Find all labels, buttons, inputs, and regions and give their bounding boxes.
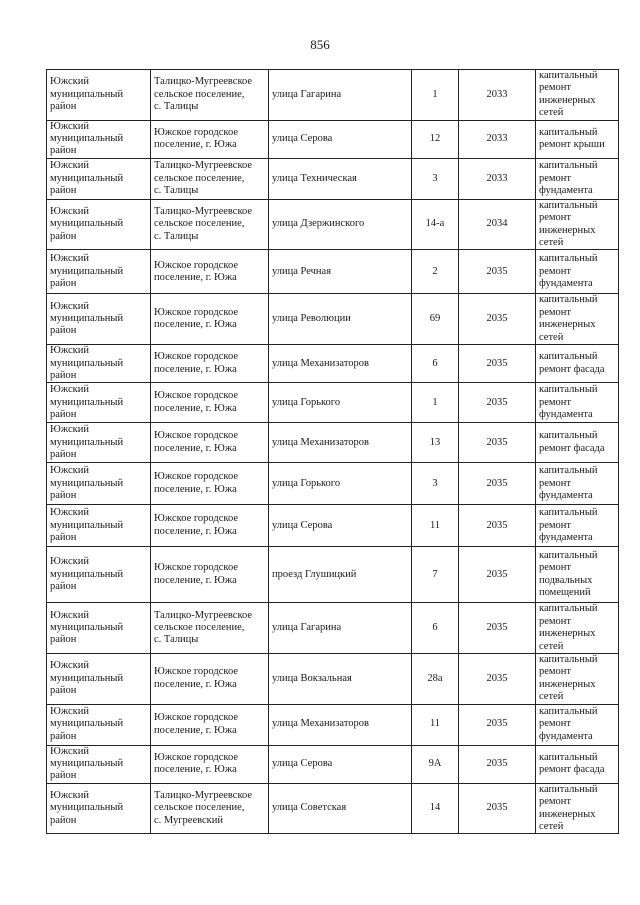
- cell-house: [412, 603, 459, 654]
- house-text: 28а: [427, 672, 443, 684]
- area-text: Южский муниципальный район: [50, 160, 124, 197]
- cell-area: [47, 383, 151, 423]
- cell-area: [47, 120, 151, 158]
- table-row: [47, 745, 619, 783]
- cell-settlement: [151, 70, 269, 121]
- cell-settlement: [151, 463, 269, 505]
- table-row: [47, 250, 619, 294]
- table-row: [47, 294, 619, 345]
- settlement-text: Талицко-Мугреевское сельское поселение, с. Талицы: [154, 160, 253, 197]
- cell-street: [269, 120, 412, 158]
- cell-work-type: [536, 70, 619, 121]
- work-type-text: капитальный ремонт инженерных сетей: [539, 199, 598, 249]
- street-text: улица Революции: [272, 313, 351, 325]
- cell-work-type: [536, 603, 619, 654]
- cell-settlement: [151, 345, 269, 383]
- table-row: [47, 783, 619, 834]
- cell-work-type: [536, 345, 619, 383]
- cell-year: [459, 423, 536, 463]
- settlement-text: Южское городское поселение, г. Южа: [154, 751, 238, 776]
- cell-street: [269, 704, 412, 745]
- cell-area: [47, 745, 151, 783]
- settlement-text: Южское городское поселение, г. Южа: [154, 712, 238, 736]
- cell-year: [459, 704, 536, 745]
- cell-house: [412, 250, 459, 294]
- street-text: улица Речная: [272, 265, 332, 277]
- cell-area: [47, 70, 151, 121]
- cell-settlement: [151, 653, 269, 704]
- cell-area: [47, 547, 151, 603]
- year-text: 2035: [486, 718, 508, 730]
- settlement-text: Южское городское поселение, г. Южа: [154, 351, 238, 375]
- cell-year: [459, 158, 536, 199]
- cell-settlement: [151, 704, 269, 745]
- street-text: улица Серова: [272, 757, 333, 769]
- house-text: 69: [429, 313, 441, 325]
- table-row: [47, 505, 619, 547]
- street-text: улица Гагарина: [272, 88, 342, 100]
- work-type-text: капитальный ремонт фундамента: [539, 507, 598, 544]
- street-text: улица Механизаторов: [272, 718, 369, 730]
- table-row: [47, 383, 619, 423]
- year-text: 2033: [486, 88, 508, 100]
- cell-work-type: [536, 199, 619, 250]
- year-text: 2035: [486, 313, 508, 325]
- cell-house: [412, 294, 459, 345]
- settlement-text: Талицко-Мугреевское сельское поселение, с. Талицы: [154, 76, 253, 113]
- cell-house: [412, 70, 459, 121]
- table-row: [47, 423, 619, 463]
- repair-schedule-table: [46, 69, 619, 834]
- area-text: Южский муниципальный район: [50, 705, 124, 742]
- year-text: 2035: [486, 621, 508, 633]
- street-text: улица Горького: [272, 396, 341, 408]
- street-text: улица Дзержинского: [272, 218, 365, 230]
- cell-house: [412, 383, 459, 423]
- cell-street: [269, 70, 412, 121]
- street-text: улица Техническая: [272, 172, 357, 184]
- cell-work-type: [536, 745, 619, 783]
- cell-work-type: [536, 653, 619, 704]
- cell-area: [47, 704, 151, 745]
- work-type-text: капитальный ремонт фундамента: [539, 160, 598, 197]
- year-text: 2035: [486, 802, 508, 814]
- year-text: 2033: [486, 172, 508, 184]
- cell-work-type: [536, 704, 619, 745]
- street-text: проезд Глушицкий: [272, 568, 357, 580]
- cell-street: [269, 603, 412, 654]
- cell-house: [412, 199, 459, 250]
- cell-settlement: [151, 505, 269, 547]
- house-text: 2: [432, 265, 438, 277]
- cell-house: [412, 704, 459, 745]
- house-text: 3: [432, 477, 438, 489]
- cell-settlement: [151, 199, 269, 250]
- cell-area: [47, 158, 151, 199]
- cell-work-type: [536, 158, 619, 199]
- work-type-text: капитальный ремонт фундамента: [539, 384, 598, 421]
- cell-house: [412, 345, 459, 383]
- house-text: 11: [429, 718, 441, 730]
- cell-year: [459, 505, 536, 547]
- area-text: Южский муниципальный район: [50, 745, 124, 782]
- area-text: Южский муниципальный район: [50, 253, 124, 290]
- year-text: 2035: [486, 757, 508, 769]
- table-row: [47, 345, 619, 383]
- cell-year: [459, 463, 536, 505]
- cell-house: [412, 158, 459, 199]
- year-text: 2035: [486, 396, 508, 408]
- year-text: 2035: [486, 436, 508, 448]
- cell-year: [459, 547, 536, 603]
- settlement-text: Южское городское поселение, г. Южа: [154, 471, 238, 495]
- work-type-text: капитальный ремонт инженерных сетей: [539, 603, 598, 652]
- table-row: [47, 120, 619, 158]
- cell-year: [459, 383, 536, 423]
- cell-area: [47, 783, 151, 834]
- house-text: 14-а: [425, 218, 445, 230]
- year-text: 2035: [486, 568, 508, 580]
- house-text: 1: [432, 88, 438, 100]
- house-text: 6: [432, 621, 438, 633]
- cell-settlement: [151, 603, 269, 654]
- cell-street: [269, 653, 412, 704]
- house-text: 11: [429, 519, 441, 531]
- street-text: улица Механизаторов: [272, 436, 369, 448]
- work-type-text: капитальный ремонт крыши: [539, 126, 605, 151]
- cell-year: [459, 70, 536, 121]
- cell-area: [47, 423, 151, 463]
- settlement-text: Южское городское поселение, г. Южа: [154, 306, 238, 331]
- area-text: Южский муниципальный район: [50, 384, 124, 421]
- area-text: Южский муниципальный район: [50, 465, 124, 502]
- settlement-text: Талицко-Мугреевское сельское поселение, с. Талицы: [154, 609, 253, 646]
- area-text: Южский муниципальный район: [50, 789, 124, 826]
- house-text: 9А: [428, 757, 442, 769]
- cell-year: [459, 603, 536, 654]
- cell-house: [412, 745, 459, 783]
- cell-house: [412, 120, 459, 158]
- cell-street: [269, 423, 412, 463]
- cell-area: [47, 250, 151, 294]
- cell-area: [47, 653, 151, 704]
- house-text: 6: [432, 357, 438, 369]
- cell-house: [412, 783, 459, 834]
- area-text: Южский муниципальный район: [50, 424, 124, 461]
- work-type-text: капитальный ремонт инженерных сетей: [539, 653, 598, 703]
- table-row: [47, 463, 619, 505]
- house-text: 14: [429, 802, 441, 814]
- cell-street: [269, 294, 412, 345]
- cell-year: [459, 783, 536, 834]
- work-type-text: капитальный ремонт инженерных сетей: [539, 70, 598, 119]
- cell-work-type: [536, 463, 619, 505]
- area-text: Южский муниципальный район: [50, 660, 124, 696]
- table-row: [47, 653, 619, 704]
- area-text: Южский муниципальный район: [50, 609, 124, 646]
- table-row: [47, 547, 619, 603]
- table-row: [47, 199, 619, 250]
- cell-work-type: [536, 783, 619, 834]
- cell-work-type: [536, 423, 619, 463]
- settlement-text: Талицко-Мугреевское сельское поселение, с. Талицы: [154, 206, 253, 242]
- street-text: улица Горького: [272, 477, 341, 489]
- cell-street: [269, 250, 412, 294]
- cell-area: [47, 603, 151, 654]
- settlement-text: Южское городское поселение, г. Южа: [154, 666, 238, 690]
- cell-street: [269, 158, 412, 199]
- page-number: 856: [310, 37, 330, 52]
- house-text: 13: [429, 436, 441, 448]
- cell-settlement: [151, 547, 269, 603]
- table-row: [47, 603, 619, 654]
- area-text: Южский муниципальный район: [50, 345, 124, 381]
- work-type-text: капитальный ремонт фундамента: [539, 465, 598, 502]
- work-type-text: капитальный ремонт фундамента: [539, 253, 598, 290]
- year-text: 2035: [486, 477, 508, 489]
- work-type-text: капитальный ремонт инженерных сетей: [539, 783, 598, 832]
- year-text: 2034: [486, 218, 508, 230]
- cell-house: [412, 547, 459, 603]
- cell-street: [269, 383, 412, 423]
- cell-year: [459, 294, 536, 345]
- work-type-text: капитальный ремонт фундамента: [539, 705, 598, 742]
- year-text: 2033: [486, 133, 508, 145]
- cell-work-type: [536, 120, 619, 158]
- cell-work-type: [536, 505, 619, 547]
- work-type-text: капитальный ремонт подвальных помещений: [539, 550, 598, 599]
- table-row: [47, 158, 619, 199]
- cell-street: [269, 783, 412, 834]
- table-row: [47, 704, 619, 745]
- year-text: 2035: [486, 357, 508, 369]
- work-type-text: капитальный ремонт инженерных сетей: [539, 294, 598, 343]
- street-text: улица Гагарина: [272, 621, 342, 633]
- street-text: улица Серова: [272, 133, 333, 145]
- cell-settlement: [151, 250, 269, 294]
- street-text: улица Вокзальная: [272, 672, 352, 684]
- street-text: улица Механизаторов: [272, 357, 369, 369]
- cell-settlement: [151, 120, 269, 158]
- table-row: [47, 70, 619, 121]
- cell-year: [459, 120, 536, 158]
- cell-street: [269, 547, 412, 603]
- area-text: Южский муниципальный район: [50, 120, 124, 157]
- cell-settlement: [151, 745, 269, 783]
- street-text: улица Советская: [272, 802, 347, 814]
- house-text: 12: [429, 133, 441, 145]
- cell-settlement: [151, 423, 269, 463]
- house-text: 3: [432, 172, 438, 184]
- cell-street: [269, 505, 412, 547]
- cell-settlement: [151, 294, 269, 345]
- settlement-text: Южское городское поселение, г. Южа: [154, 126, 238, 151]
- cell-street: [269, 745, 412, 783]
- year-text: 2035: [486, 519, 508, 531]
- cell-work-type: [536, 294, 619, 345]
- cell-year: [459, 345, 536, 383]
- cell-house: [412, 653, 459, 704]
- cell-street: [269, 199, 412, 250]
- area-text: Южский муниципальный район: [50, 300, 124, 337]
- cell-house: [412, 463, 459, 505]
- cell-area: [47, 345, 151, 383]
- cell-settlement: [151, 158, 269, 199]
- cell-year: [459, 199, 536, 250]
- cell-work-type: [536, 250, 619, 294]
- cell-year: [459, 745, 536, 783]
- cell-area: [47, 505, 151, 547]
- street-text: улица Серова: [272, 519, 333, 531]
- cell-settlement: [151, 383, 269, 423]
- cell-house: [412, 505, 459, 547]
- settlement-text: Талицко-Мугреевское сельское поселение, с. Мугреевский: [154, 789, 253, 826]
- cell-street: [269, 345, 412, 383]
- area-text: Южский муниципальный район: [50, 76, 124, 113]
- cell-work-type: [536, 547, 619, 603]
- cell-settlement: [151, 783, 269, 834]
- cell-year: [459, 250, 536, 294]
- year-text: 2035: [486, 672, 508, 684]
- work-type-text: капитальный ремонт фасада: [539, 430, 605, 454]
- year-text: 2035: [486, 265, 508, 277]
- house-text: 1: [432, 396, 438, 408]
- settlement-text: Южское городское поселение, г. Южа: [154, 390, 238, 414]
- cell-area: [47, 294, 151, 345]
- area-text: Южский муниципальный район: [50, 507, 124, 544]
- table-body: [47, 70, 619, 834]
- cell-house: [412, 423, 459, 463]
- house-text: 7: [432, 568, 438, 580]
- settlement-text: Южское городское поселение, г. Южа: [154, 562, 238, 586]
- cell-area: [47, 199, 151, 250]
- work-type-text: капитальный ремонт фасада: [539, 751, 605, 776]
- settlement-text: Южское городское поселение, г. Южа: [154, 513, 238, 537]
- area-text: Южский муниципальный район: [50, 556, 124, 593]
- settlement-text: Южское городское поселение, г. Южа: [154, 430, 238, 454]
- work-type-text: капитальный ремонт фасада: [539, 351, 605, 375]
- cell-area: [47, 463, 151, 505]
- cell-year: [459, 653, 536, 704]
- settlement-text: Южское городское поселение, г. Южа: [154, 259, 238, 283]
- area-text: Южский муниципальный район: [50, 206, 124, 242]
- cell-work-type: [536, 383, 619, 423]
- cell-street: [269, 463, 412, 505]
